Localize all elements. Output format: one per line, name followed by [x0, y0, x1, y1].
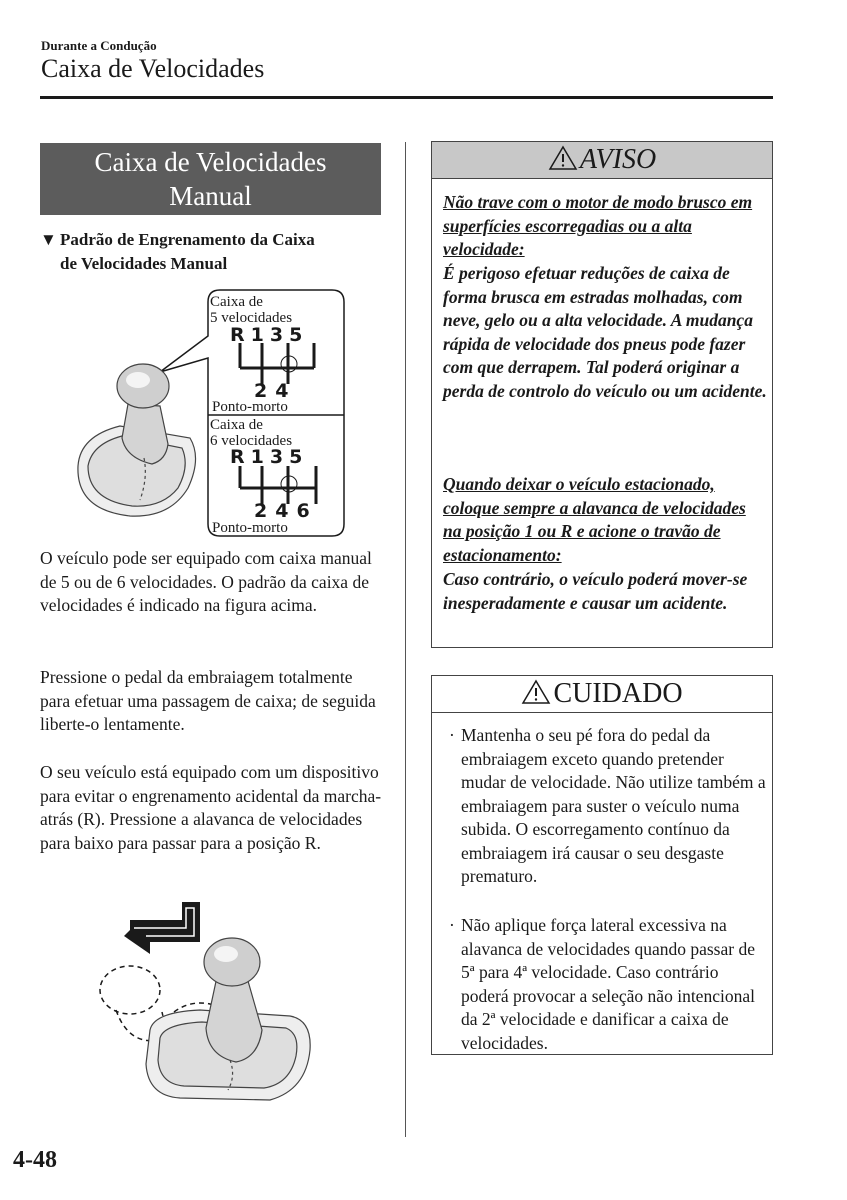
six-speed-gears-bottom: 246 — [254, 500, 318, 522]
bullet-icon: · — [449, 725, 455, 745]
caution-item-1-text: Mantenha o seu pé fora do pedal da embraiagem exceto quando pretender mudar de velocidade. Não utilize também a embraiagem para suster o veículo numa subida. O escorregamento contínuo da embraiagem irá causar o seu desgaste prematuro. — [461, 725, 766, 886]
warning-box — [431, 141, 773, 648]
section-title-line2: Manual — [169, 181, 252, 211]
gear-knob-drawing — [146, 938, 310, 1100]
column-divider — [405, 142, 406, 1137]
shift-knob-drawing — [78, 364, 196, 516]
push-down-arrow-icon — [124, 902, 200, 954]
paragraph-reverse: O seu veículo está equipado com um dispositivo para evitar o engrenamento acidental da marcha-atrás (R). Pressione a alavanca de velocidades para baixo para passar para a posição R. — [40, 762, 382, 853]
warning-triangle-icon — [548, 145, 578, 181]
caution-box — [431, 675, 773, 1055]
paragraph-gearbox-types: O veículo pode ser equipado com caixa manual de 5 ou de 6 velocidades. O padrão da caixa de velocidades é indicado na figura acima. — [40, 548, 372, 615]
six-speed-label-line1: Caixa de — [210, 417, 263, 433]
caution-triangle-icon — [521, 679, 551, 715]
subheading-line1: Padrão de Engrenamento da Caixa — [60, 230, 315, 249]
warning-heading-2: Quando deixar o veículo estacionado, coloque sempre a alavanca de velocidades na posição 1 ou R e acione o travão de estacionamento: — [443, 474, 746, 565]
six-speed-neutral-label: Ponto-morto — [212, 520, 288, 536]
caution-header — [432, 676, 772, 713]
five-speed-label-line1: Caixa de — [210, 294, 263, 310]
page-number: 4-48 — [13, 1147, 57, 1173]
paragraph-clutch: Pressione o pedal da embraiagem totalmente para efetuar uma passagem de caixa; de seguida liberte-o lentamente. — [40, 667, 376, 734]
breadcrumb: Durante a Condução — [41, 38, 157, 53]
title-rule — [40, 96, 773, 99]
caution-item-1 — [449, 724, 767, 889]
page-title: Caixa de Velocidades — [41, 54, 265, 83]
warning-text-2: Caso contrário, o veículo poderá mover-se inesperadamente e causar um acidente. — [443, 569, 748, 613]
five-speed-neutral-label: Ponto-morto — [212, 399, 288, 415]
warning-text-1: É perigoso efetuar reduções de caixa de forma brusca em estradas molhadas, com neve, gelo ou a alta velocidade. A mudança rápida de velocidade dos pneus pode fazer com que derrapem. Tal poderá originar a perda de controlo do veículo ou um acidente. — [443, 263, 767, 401]
warning-header — [432, 142, 772, 179]
six-speed-label-line2: 6 velocidades — [210, 433, 293, 449]
reverse-shift-illustration — [90, 900, 330, 1135]
warning-title: AVISO — [579, 144, 657, 175]
section-title-line1: Caixa de Velocidades — [94, 147, 327, 177]
five-speed-gears-top: R135 — [230, 324, 309, 346]
reverse-shift-svg — [90, 900, 330, 1130]
triangle-marker-icon: ▼ — [40, 230, 57, 249]
caution-item-2-text: Não aplique força lateral excessiva na alavanca de velocidades quando passar de 5ª para 4ª velocidade. Caso contrário poderá provocar a seleção não intencional da 2ª velocidade e danificar a caixa de velocidades. — [461, 915, 755, 1053]
warning-heading-1: Não trave com o motor de modo brusco em superfícies escorregadias ou a alta velocidade: — [443, 192, 753, 259]
bullet-icon: · — [449, 915, 455, 935]
six-speed-gears-top: R135 — [230, 446, 309, 468]
six-speed-label — [210, 417, 292, 449]
five-speed-gears-bottom: 24 — [254, 380, 297, 402]
shift-pattern-diagram — [70, 288, 350, 538]
five-speed-label — [210, 294, 292, 326]
subheading-line2: de Velocidades Manual — [60, 254, 228, 273]
caution-item-2 — [449, 914, 767, 1055]
section-title-box — [40, 143, 381, 215]
subheading — [40, 228, 380, 276]
five-speed-label-line2: 5 velocidades — [210, 310, 293, 326]
caution-title: CUIDADO — [553, 678, 683, 709]
